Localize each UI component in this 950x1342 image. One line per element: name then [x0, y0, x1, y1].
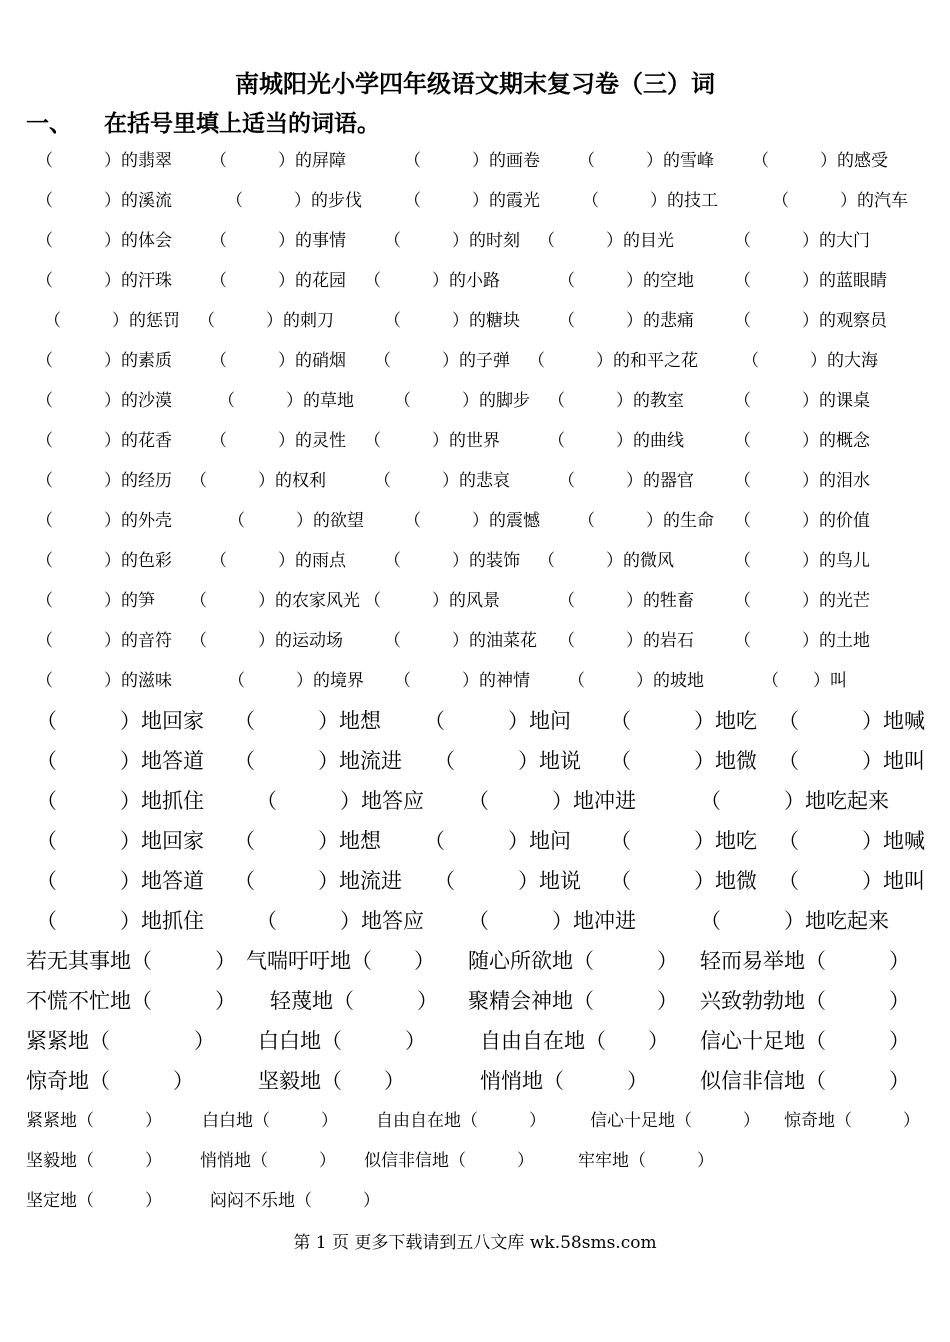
fill-blank-item: 信心十足地（ ） — [590, 1111, 760, 1131]
fill-blank-item: 坚毅地（ ） — [26, 1151, 162, 1171]
exercise-row — [0, 227, 950, 257]
fill-blank-item: 悄悄地（ ） — [480, 1069, 648, 1093]
fill-blank-item: （ ）的岩石 — [558, 631, 694, 651]
fill-blank-item: （ ）地答应 — [256, 789, 424, 813]
fill-blank-item: （ ）的滋味 — [36, 671, 172, 691]
fill-blank-item: （ ）地说 — [434, 869, 581, 893]
fill-blank-item: （ ）地吃 — [610, 709, 757, 733]
fill-blank-item: （ ）的雨点 — [210, 551, 346, 571]
fill-blank-item: 闷闷不乐地（ ） — [210, 1191, 380, 1211]
fill-blank-item: （ ）的风景 — [364, 591, 500, 611]
fill-blank-item: 兴致勃勃地（ ） — [700, 989, 910, 1013]
fill-blank-item: 气喘吁吁地（ ） — [246, 949, 435, 973]
fill-blank-item: 似信非信地（ ） — [364, 1151, 534, 1171]
exercise-row — [0, 147, 950, 177]
fill-blank-item: （ ）地回家 — [36, 829, 204, 853]
fill-blank-item: （ ）地流进 — [234, 749, 402, 773]
fill-blank-item: （ ）的空地 — [558, 271, 694, 291]
fill-blank-item: （ ）的脚步 — [394, 391, 530, 411]
fill-blank-item: 信心十足地（ ） — [700, 1029, 910, 1053]
fill-blank-item: （ ）的素质 — [36, 351, 172, 371]
fill-blank-item: （ ）地问 — [424, 829, 571, 853]
fill-blank-item: （ ）的悲痛 — [558, 311, 694, 331]
fill-blank-item: （ ）的外壳 — [36, 511, 172, 531]
exercise-row — [0, 1187, 950, 1217]
fill-blank-item: （ ）的翡翠 — [36, 151, 172, 171]
fill-blank-item: （ ）的课桌 — [734, 391, 870, 411]
fill-blank-item: （ ）的事情 — [210, 231, 346, 251]
exercise-row — [0, 387, 950, 417]
exercise-row — [0, 946, 950, 976]
fill-blank-item: 似信非信地（ ） — [700, 1069, 910, 1093]
fill-blank-item: 轻蔑地（ ） — [270, 989, 438, 1013]
fill-blank-item: （ ）的和平之花 — [528, 351, 698, 371]
fill-blank-item: （ ）的技工 — [582, 191, 718, 211]
fill-blank-item: （ ）的震憾 — [404, 511, 540, 531]
fill-blank-item: （ ）的微风 — [538, 551, 674, 571]
fill-blank-item: （ ）地喊 — [778, 829, 925, 853]
exercise-row — [0, 627, 950, 657]
exercise-row — [0, 866, 950, 896]
fill-blank-item: （ ）的汗珠 — [36, 271, 172, 291]
exercise-row — [0, 667, 950, 697]
fill-blank-item: （ ）的感受 — [752, 151, 888, 171]
exercise-row — [0, 347, 950, 377]
fill-blank-item: （ ）地叫 — [778, 749, 925, 773]
fill-blank-item: （ ）地回家 — [36, 709, 204, 733]
section-number: 一、 — [26, 111, 72, 137]
exercise-row — [0, 986, 950, 1016]
page-title: 南城阳光小学四年级语文期末复习卷（三）词 — [235, 70, 715, 98]
fill-blank-item: （ ）的花香 — [36, 431, 172, 451]
fill-blank-item: （ ）地抓住 — [36, 909, 204, 933]
fill-blank-item: 惊奇地（ ） — [26, 1069, 194, 1093]
fill-blank-item: （ ）的油菜花 — [384, 631, 537, 651]
fill-blank-item: （ ）的泪水 — [734, 471, 870, 491]
fill-blank-item: 自由自在地（ ） — [480, 1029, 669, 1053]
fill-blank-item: （ ）的音符 — [36, 631, 172, 651]
fill-blank-item: （ ）的溪流 — [36, 191, 172, 211]
fill-blank-item: 随心所欲地（ ） — [468, 949, 678, 973]
fill-blank-item: （ ）地流进 — [234, 869, 402, 893]
fill-blank-item: （ ）的屏障 — [210, 151, 346, 171]
fill-blank-item: （ ）的步伐 — [226, 191, 362, 211]
exercise-row — [0, 547, 950, 577]
fill-blank-item: （ ）的沙漠 — [36, 391, 172, 411]
fill-blank-item: （ ）地冲进 — [468, 909, 636, 933]
fill-blank-item: （ ）叫 — [762, 671, 847, 691]
fill-blank-item: （ ）地喊 — [778, 709, 925, 733]
fill-blank-item: （ ）的大门 — [734, 231, 870, 251]
fill-blank-item: 不慌不忙地（ ） — [26, 989, 236, 1013]
fill-blank-item: 紧紧地（ ） — [26, 1029, 215, 1053]
fill-blank-item: （ ）的坡地 — [568, 671, 704, 691]
fill-blank-item: （ ）的花园 — [210, 271, 346, 291]
fill-blank-item: （ ）地微 — [610, 869, 757, 893]
exercise-row — [0, 507, 950, 537]
fill-blank-item: （ ）的体会 — [36, 231, 172, 251]
fill-blank-item: 轻而易举地（ ） — [700, 949, 910, 973]
fill-blank-item: （ ）地答道 — [36, 869, 204, 893]
exercise-row — [0, 187, 950, 217]
fill-blank-item: （ ）地抓住 — [36, 789, 204, 813]
fill-blank-item: （ ）的价值 — [734, 511, 870, 531]
fill-blank-item: （ ）的经历 — [36, 471, 172, 491]
exercise-row — [0, 1147, 950, 1177]
fill-blank-item: （ ）的观察员 — [734, 311, 887, 331]
exercise-row — [0, 706, 950, 736]
fill-blank-item: （ ）地答道 — [36, 749, 204, 773]
exercise-row — [0, 1107, 950, 1137]
fill-blank-item: （ ）的汽车 — [772, 191, 908, 211]
fill-blank-item: （ ）的神情 — [394, 671, 530, 691]
fill-blank-item: 若无其事地（ ） — [26, 949, 236, 973]
exercise-row — [0, 786, 950, 816]
fill-blank-item: 悄悄地（ ） — [200, 1151, 336, 1171]
exercise-row — [0, 1026, 950, 1056]
exercise-row — [0, 587, 950, 617]
fill-blank-item: （ ）的色彩 — [36, 551, 172, 571]
fill-blank-item: 紧紧地（ ） — [26, 1111, 162, 1131]
fill-blank-item: 坚毅地（ ） — [258, 1069, 405, 1093]
exercise-row — [0, 746, 950, 776]
fill-blank-item: （ ）的世界 — [364, 431, 500, 451]
section-heading — [26, 105, 380, 138]
fill-blank-item: （ ）的欲望 — [228, 511, 364, 531]
exercise-row — [0, 906, 950, 936]
fill-blank-item: （ ）的惩罚 — [44, 311, 180, 331]
fill-blank-item: 白白地（ ） — [258, 1029, 426, 1053]
fill-blank-item: （ ）地叫 — [778, 869, 925, 893]
exercise-row — [0, 467, 950, 497]
fill-blank-item: （ ）的器官 — [558, 471, 694, 491]
fill-blank-item: （ ）地问 — [424, 709, 571, 733]
fill-blank-item: （ ）的画卷 — [404, 151, 540, 171]
fill-blank-item: （ ）的大海 — [742, 351, 878, 371]
exercise-row — [0, 267, 950, 297]
fill-blank-item: （ ）的光芒 — [734, 591, 870, 611]
exercise-row — [0, 427, 950, 457]
fill-blank-item: （ ）的悲哀 — [374, 471, 510, 491]
fill-blank-item: 自由自在地（ ） — [376, 1111, 546, 1131]
exercise-row — [0, 307, 950, 337]
exercise-row — [0, 826, 950, 856]
fill-blank-item: （ ）的子弹 — [374, 351, 510, 371]
fill-blank-item: （ ）的目光 — [538, 231, 674, 251]
fill-blank-item: 坚定地（ ） — [26, 1191, 162, 1211]
fill-blank-item: （ ）的生命 — [578, 511, 714, 531]
fill-blank-item: （ ）的概念 — [734, 431, 870, 451]
fill-blank-item: （ ）的笋 — [36, 591, 155, 611]
fill-blank-item: （ ）的刺刀 — [198, 311, 334, 331]
fill-blank-item: （ ）地想 — [234, 829, 381, 853]
fill-blank-item: 牢牢地（ ） — [578, 1151, 714, 1171]
fill-blank-item: （ ）的雪峰 — [578, 151, 714, 171]
fill-blank-item: （ ）的糖块 — [384, 311, 520, 331]
section-instruction: 在括号里填上适当的词语。 — [104, 111, 380, 137]
fill-blank-item: （ ）的教室 — [548, 391, 684, 411]
fill-blank-item: （ ）的鸟儿 — [734, 551, 870, 571]
fill-blank-item: （ ）地冲进 — [468, 789, 636, 813]
fill-blank-item: （ ）地吃起来 — [700, 789, 889, 813]
fill-blank-item: （ ）的时刻 — [384, 231, 520, 251]
fill-blank-item: （ ）的权利 — [190, 471, 326, 491]
fill-blank-item: （ ）的牲畜 — [558, 591, 694, 611]
page-footer: 第 1 页 更多下载请到五八文库 wk.58sms.com — [293, 1233, 657, 1253]
fill-blank-item: （ ）的农家风光 — [190, 591, 360, 611]
fill-blank-item: 聚精会神地（ ） — [468, 989, 678, 1013]
fill-blank-item: （ ）的草地 — [218, 391, 354, 411]
fill-blank-item: （ ）地吃起来 — [700, 909, 889, 933]
fill-blank-item: （ ）地微 — [610, 749, 757, 773]
fill-blank-item: （ ）的装饰 — [384, 551, 520, 571]
fill-blank-item: （ ）的运动场 — [190, 631, 343, 651]
fill-blank-item: （ ）的硝烟 — [210, 351, 346, 371]
fill-blank-item: （ ）的小路 — [364, 271, 500, 291]
fill-blank-item: （ ）的曲线 — [548, 431, 684, 451]
fill-blank-item: （ ）的灵性 — [210, 431, 346, 451]
fill-blank-item: （ ）地想 — [234, 709, 381, 733]
fill-blank-item: （ ）地吃 — [610, 829, 757, 853]
fill-blank-item: 惊奇地（ ） — [784, 1111, 920, 1131]
fill-blank-item: 白白地（ ） — [202, 1111, 338, 1131]
fill-blank-item: （ ）地说 — [434, 749, 581, 773]
fill-blank-item: （ ）的霞光 — [404, 191, 540, 211]
fill-blank-item: （ ）的境界 — [228, 671, 364, 691]
fill-blank-item: （ ）地答应 — [256, 909, 424, 933]
exercise-row — [0, 1066, 950, 1096]
fill-blank-item: （ ）的土地 — [734, 631, 870, 651]
fill-blank-item: （ ）的蓝眼睛 — [734, 271, 887, 291]
